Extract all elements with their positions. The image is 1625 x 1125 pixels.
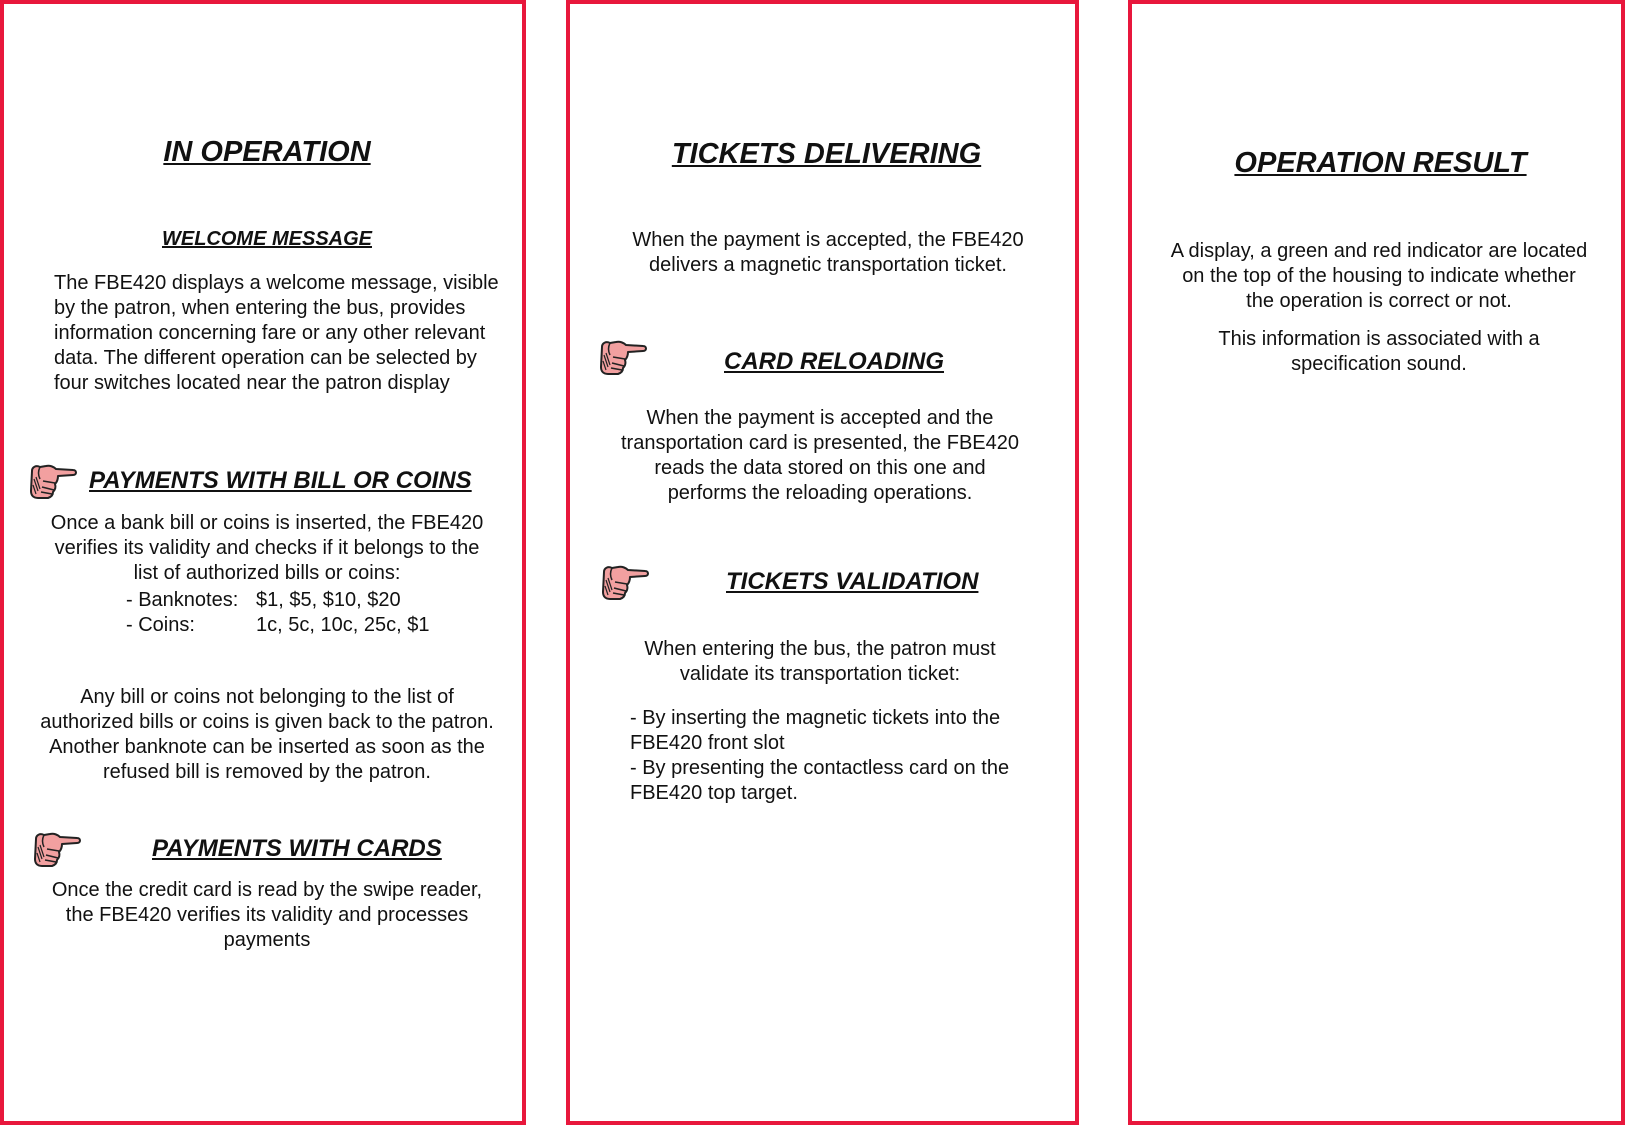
operation-result-text: A display, a green and red indicator are located on the top of the housing to indicate whether the operation is correct or not.	[1170, 240, 1588, 312]
list-item	[126, 588, 429, 613]
welcome-heading: WELCOME MESSAGE	[161, 228, 372, 250]
page-title-operation-result: OPERATION RESULT	[1234, 147, 1527, 179]
authorized-list	[126, 588, 429, 638]
list-item-label: - Coins:	[126, 614, 195, 636]
page-title-tickets-delivering: TICKETS DELIVERING	[671, 138, 982, 170]
panel-operation-result	[1128, 0, 1625, 1125]
list-item: - By presenting the contactless card on the FBE420 top target.	[630, 757, 1010, 804]
delivering-text: When the payment is accepted, the FBE420 delivers a magnetic transportation ticket.	[632, 229, 1024, 276]
pointing-hand-icon	[596, 337, 648, 379]
list-item-value: 1c, 5c, 10c, 25c, $1	[256, 614, 430, 636]
pointing-hand-icon	[598, 562, 650, 604]
list-item: - By inserting the magnetic tickets into the FBE420 front slot	[630, 707, 1001, 754]
payments-cards-heading: PAYMENTS WITH CARDS	[152, 835, 442, 862]
pointing-hand-icon	[26, 461, 78, 503]
payments-bill-coins-heading: PAYMENTS WITH BILL OR COINS	[89, 467, 472, 494]
panel-in-operation	[0, 0, 526, 1125]
list-item-label: - Banknotes:	[126, 589, 239, 611]
card-reloading-heading: CARD RELOADING	[724, 348, 944, 375]
welcome-text: The FBE420 displays a welcome message, visible by the patron, when entering the bus, provides information concerning fare or any other relevant data. The different operation can be selected by four switches located near the patron display	[54, 272, 499, 394]
operation-sound-text: This information is associated with a specification sound.	[1218, 328, 1540, 375]
card-reloading-text: When the payment is accepted and the transportation card is presented, the FBE420 reads the data stored on this one and performs the reloading operations.	[620, 407, 1019, 504]
validation-list	[630, 706, 1050, 806]
payments-bill-coins-text: Once a bank bill or coins is inserted, the FBE420 verifies its validity and checks if it belongs to the list of authorized bills or coins:	[50, 512, 484, 584]
pointing-hand-icon	[30, 829, 82, 871]
panel-tickets-delivering	[566, 0, 1079, 1125]
list-item-value: $1, $5, $10, $20	[256, 589, 401, 611]
page-title-in-operation: IN OPERATION	[163, 136, 371, 168]
tickets-validation-heading: TICKETS VALIDATION	[726, 568, 979, 595]
tickets-validation-text: When entering the bus, the patron must validate its transportation ticket:	[644, 638, 996, 685]
payments-cards-text: Once the credit card is read by the swipe reader, the FBE420 verifies its validity and processes payments	[51, 879, 483, 951]
refused-bill-text: Any bill or coins not belonging to the list of authorized bills or coins is given back to the patron. Another banknote can be inserted as soon as the refused bill is removed by the patron.	[40, 686, 494, 783]
list-item	[126, 613, 429, 638]
